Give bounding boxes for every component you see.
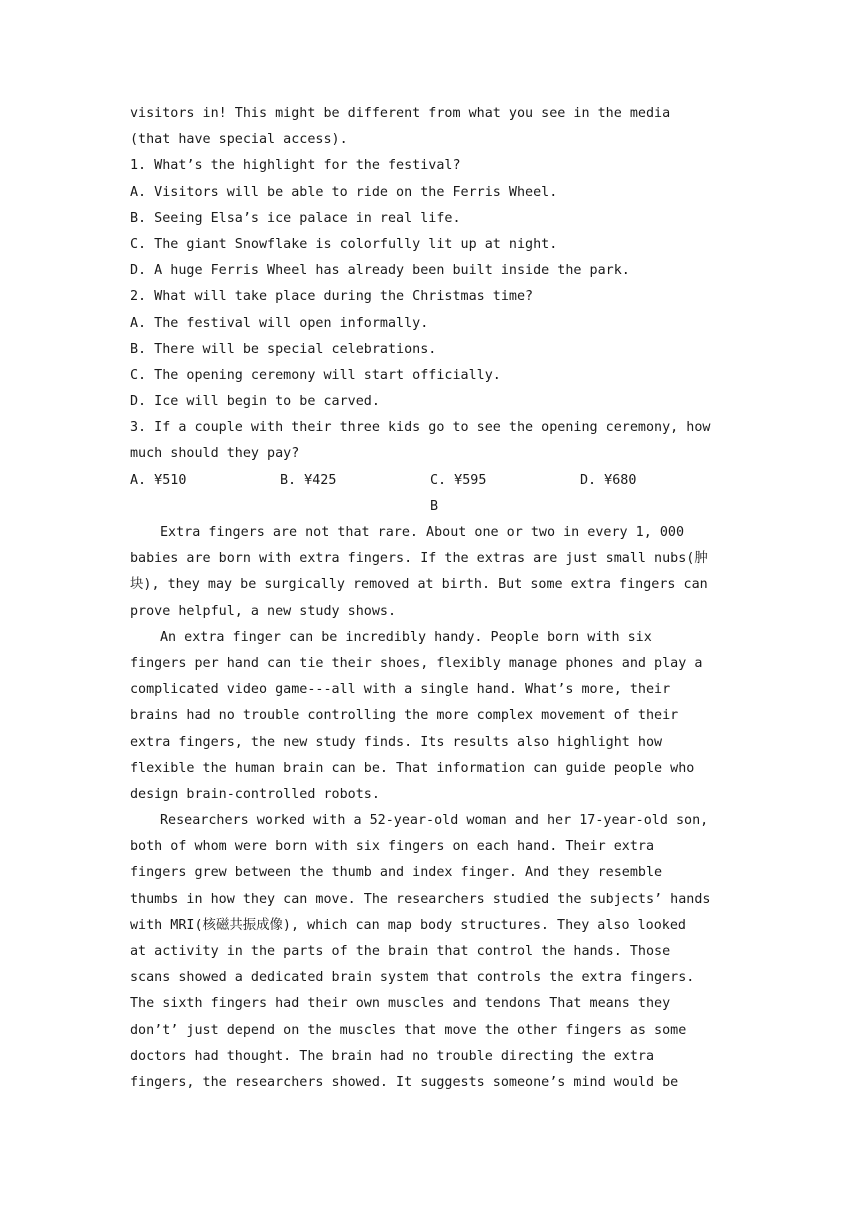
q3-option-b: B. ¥425: [280, 472, 337, 488]
question-1-stem: 1. What’s the highlight for the festival?: [130, 158, 461, 174]
paragraph-line: extra fingers, the new study finds. Its results also highlight how: [130, 734, 663, 750]
q3-option-c: C. ¥595: [430, 472, 487, 488]
paragraph-line: thumbs in how they can move. The researchers studied the subjects’ hands: [130, 891, 711, 907]
paragraph-line: The sixth fingers had their own muscles and tendons That means they: [130, 996, 671, 1012]
passage-line: (that have special access).: [130, 132, 348, 148]
paragraph-line: Extra fingers are not that rare. About one or two in every 1, 000: [160, 525, 685, 540]
q1-option-d: D. A huge Ferris Wheel has already been built inside the park.: [130, 263, 630, 279]
q2-option-a: A. The festival will open informally.: [130, 315, 429, 331]
q3-option-a: A. ¥510: [130, 472, 187, 488]
paragraph-line: design brain-controlled robots.: [130, 786, 380, 802]
paragraph-1: [130, 520, 738, 625]
q2-option-d: D. Ice will begin to be carved.: [130, 394, 380, 410]
paragraph-line: at activity in the parts of the brain that control the hands. Those: [130, 944, 671, 959]
paragraph-line: 块), they may be surgically removed at birth. But some extra fingers can: [130, 577, 708, 593]
paragraph-line: Researchers worked with a 52-year-old woman and her 17-year-old son,: [160, 813, 709, 829]
paragraph-line: fingers per hand can tie their shoes, flexibly manage phones and play a: [130, 655, 703, 671]
question-3-stem: 3. If a couple with their three kids go to see the opening ceremony, how: [130, 420, 711, 436]
q3-option-d: D. ¥680: [580, 472, 637, 488]
paragraph-line: prove helpful, a new study shows.: [130, 603, 397, 619]
q1-option-a: A. Visitors will be able to ride on the Ferris Wheel.: [130, 184, 558, 200]
paragraph-line: babies are born with extra fingers. If the extras are just small nubs(肿: [130, 551, 708, 567]
q3-options-row: [130, 468, 738, 494]
paragraph-2: [130, 625, 738, 808]
paragraph-line: with MRI(核磁共振成像), which can map body structures. They also looked: [130, 917, 686, 933]
paragraph-line: flexible the human brain can be. That information can guide people who: [130, 760, 695, 776]
question-2-stem: 2. What will take place during the Christmas time?: [130, 289, 534, 305]
paragraph-line: fingers, the researchers showed. It suggests someone’s mind would be: [130, 1074, 679, 1090]
q2-option-c: C. The opening ceremony will start officially.: [130, 367, 501, 383]
paragraph-3: [130, 808, 738, 1096]
paragraph-line: doctors had thought. The brain had no trouble directing the extra: [130, 1048, 655, 1064]
paragraph-line: complicated video game---all with a single hand. What’s more, their: [130, 682, 671, 698]
q1-option-b: B. Seeing Elsa’s ice palace in real life.: [130, 210, 461, 226]
paragraph-line: brains had no trouble controlling the more complex movement of their: [130, 708, 679, 724]
q1-option-c: C. The giant Snowflake is colorfully lit up at night.: [130, 236, 558, 252]
paragraph-line: don’t’ just depend on the muscles that move the other fingers as some: [130, 1022, 687, 1038]
q2-option-b: B. There will be special celebrations.: [130, 341, 437, 357]
passage-line: visitors in! This might be different from what you see in the media: [130, 106, 671, 121]
paragraph-line: both of whom were born with six fingers on each hand. Their extra: [130, 839, 655, 855]
section-heading: B: [429, 498, 439, 514]
paragraph-line: An extra finger can be incredibly handy. People born with six: [160, 629, 652, 645]
paragraph-line: fingers grew between the thumb and index finger. And they resemble: [130, 865, 663, 881]
question-3-stem: much should they pay?: [130, 446, 300, 462]
paragraph-line: scans showed a dedicated brain system that controls the extra fingers.: [130, 970, 695, 986]
